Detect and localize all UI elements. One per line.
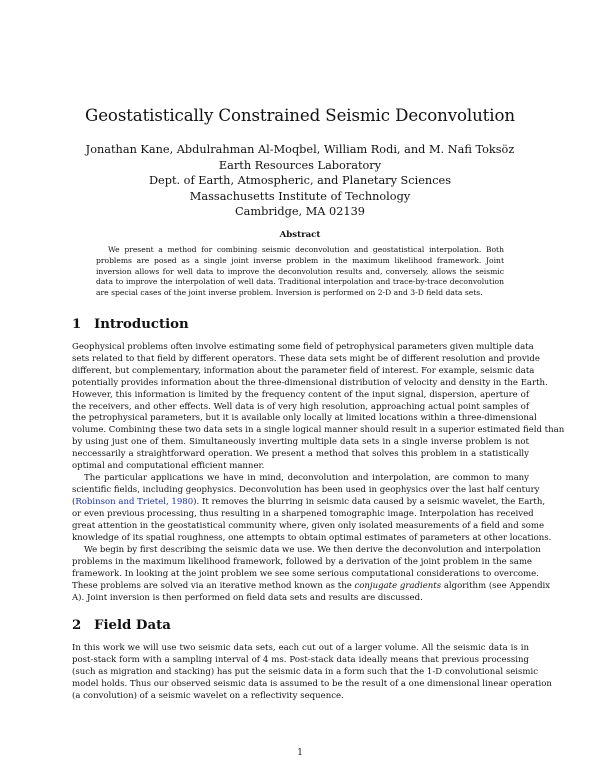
section-title: Introduction <box>94 317 189 332</box>
section-number: 1 <box>72 317 82 332</box>
text-fragment: These problems are solved via an iterative method known as the <box>72 580 352 591</box>
abstract-heading: Abstract <box>279 230 321 240</box>
text-line: We begin by first describing the seismic data we use. We then derive the deconvolution and interpolation <box>84 545 541 555</box>
intro-paragraph-3 <box>72 545 551 605</box>
paper-title: Geostatistically Constrained Seismic Deconvolution <box>85 106 515 125</box>
text-line: A). Joint inversion is then performed on field data sets and results are discussed. <box>72 592 423 603</box>
text-line: the receivers, and other effects. Well data is of very high resolution, approaching actual point samples of <box>72 401 529 412</box>
abstract-line: problems are posed as a single joint inverse problem in the maximum likelihood framework. Joint <box>96 255 504 265</box>
text-line: or even previous processing, thus resulting in a sharpened tomographic image. Interpolation has received <box>72 508 534 519</box>
affiliation-line: Cambridge, MA 02139 <box>235 205 365 218</box>
text-line: (a convolution) of a seismic wavelet on a reflectivity sequence. <box>72 690 344 701</box>
abstract-line: inversion allows for well data to improve the deconvolution results and, conversely, allows the seismic <box>96 266 504 276</box>
section-number: 2 <box>72 618 82 633</box>
text-line: problems in the maximum likelihood framework, followed by a derivation of the joint problem in the same <box>72 556 532 567</box>
abstract-line: We present a method for combining seismic deconvolution and geostatistical interpolation. Both <box>108 245 504 254</box>
text-line: sets related to that field by different operators. These data sets might be of different resolution and provide <box>72 353 540 364</box>
abstract-line: data to improve the interpolation of well data. Traditional interpolation and trace-by-trace deconvolution <box>96 277 504 287</box>
emphasis-term: conjugate gradients <box>354 580 442 591</box>
text-line <box>72 580 551 593</box>
text-fragment: algorithm (see Appendix <box>443 580 551 591</box>
field-data-paragraph <box>72 643 552 703</box>
text-line: model holds. Thus our observed seismic data is assumed to be the result of a one dimensional linear operation <box>72 678 552 689</box>
text-line: In this work we will use two seismic data sets, each cut out of a larger volume. All the seismic data is in <box>72 643 529 653</box>
text-line: framework. In looking at the joint problem we see some serious computational considerations to overcome. <box>72 568 539 579</box>
text-line: great attention in the geostatistical community where, given only isolated measurements of a field and some <box>72 520 545 531</box>
author-block <box>0 142 600 220</box>
affiliation-line: Earth Resources Laboratory <box>218 158 382 172</box>
text-line <box>72 496 546 509</box>
author-names: Jonathan Kane, Abdulrahman Al-Moqbel, William Rodi, and M. Nafi Toksöz <box>85 143 515 156</box>
text-line: However, this information is limited by the frequency content of the input signal, dispersion, aperture of <box>72 389 529 400</box>
citation-open: ( <box>72 496 76 507</box>
text-line: Geophysical problems often involve estimating some field of petrophysical parameters given multiple data <box>72 342 534 352</box>
text-line: optimal and computational efficient manner. <box>72 461 265 472</box>
text-line: scientific fields, including geophysics. Deconvolution has been used in geophysics over the last half century <box>72 484 540 495</box>
text-line: neccessarily a straightforward operation. We present a method that solves this problem in a statistically <box>72 449 529 460</box>
citation-link[interactable]: Robinson and Trietel, 1980 <box>75 496 194 507</box>
section-title: Field Data <box>94 618 171 633</box>
affiliation-line: Dept. of Earth, Atmospheric, and Planetary Sciences <box>148 174 451 187</box>
section-heading-introduction <box>72 317 189 332</box>
text-line: knowledge of its spatial roughness, one attempts to obtain optimal estimates of parameters at other locations. <box>72 532 552 543</box>
text-line: the petrophysical parameters, but it is available only locally at limited locations within a three-dimensional <box>72 413 537 424</box>
text-fragment: ). It removes the blurring in seismic data caused by a seismic wavelet, the Earth, <box>193 496 546 507</box>
text-line: post-stack form with a sampling interval of 4 ms. Post-stack data ideally means that previous processing <box>72 654 529 665</box>
text-line: The particular applications we have in mind, deconvolution and interpolation, are common to many <box>84 473 529 483</box>
text-line: by using just one of them. Simultaneously inverting multiple data sets in a single inverse problem is not <box>72 437 529 448</box>
page-number: 1 <box>297 748 303 758</box>
text-line: (such as migration and stacking) has put the seismic data in a form such that the 1-D convolutional seismic <box>72 666 539 677</box>
text-line: different, but complementary, information about the parameter field of interest. For example, seismic data <box>72 365 535 376</box>
abstract-line: are special cases of the joint inverse problem. Inversion is performed on 2-D and 3-D field data sets. <box>96 288 483 298</box>
section-heading-field-data <box>72 618 171 633</box>
affiliation-line: Massachusetts Institute of Technology <box>189 189 411 203</box>
intro-paragraph-1 <box>72 342 565 473</box>
abstract-text <box>96 245 504 299</box>
text-line: volume. Combining these two data sets in a single logical manner should result in a superior estimated field than <box>72 425 565 436</box>
intro-paragraph-2 <box>72 473 552 544</box>
text-line: potentially provides information about the three-dimensional distribution of velocity and density in the Earth. <box>72 377 548 388</box>
